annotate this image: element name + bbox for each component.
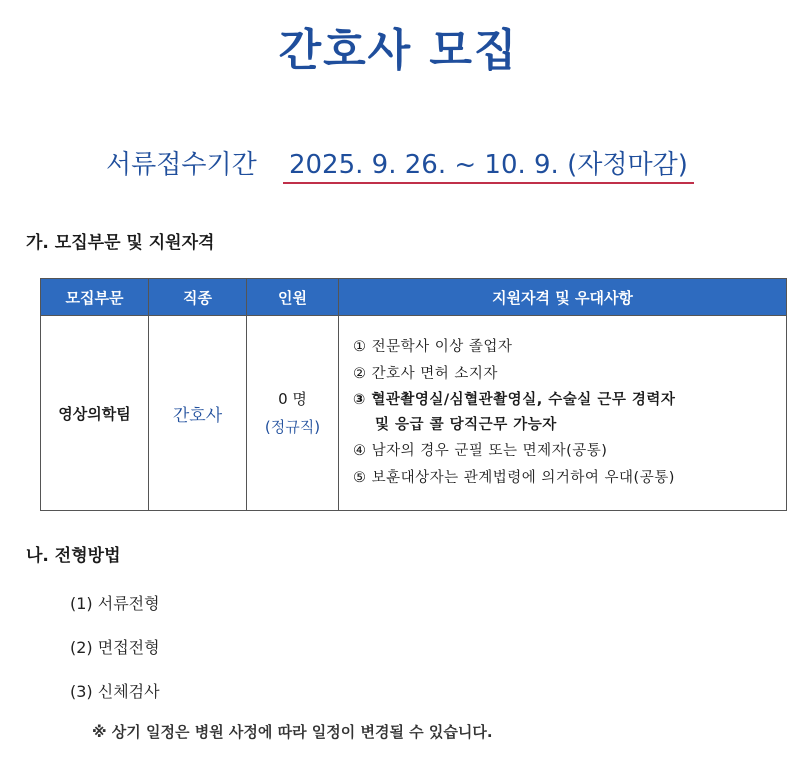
list-item: ⑤ 보훈대상자는 관계법령에 의거하여 우대(공통) xyxy=(353,470,675,486)
list-item: ④ 남자의 경우 군필 또는 면제자(공통) xyxy=(353,443,608,459)
header-qualifications: 지원자격 및 우대사항 xyxy=(339,279,787,316)
period-dates: 2025. 9. 26. ~ 10. 9. (자정마감) xyxy=(283,150,694,184)
table-row xyxy=(41,316,787,511)
header-department: 모집부문 xyxy=(41,279,149,316)
cell-count xyxy=(247,316,339,511)
list-item: 및 응급 콜 당직근무 가능자 xyxy=(375,417,557,433)
list-item: (2) 면접전형 xyxy=(70,638,160,657)
qualification-list xyxy=(353,334,776,492)
count-value: 0 명 xyxy=(278,390,307,408)
cell-qualifications xyxy=(339,316,787,511)
list-item: ③ 혈관촬영실/심혈관촬영실, 수술실 근무 경력자 xyxy=(353,392,676,408)
page-title: 간호사 모집 xyxy=(278,25,519,76)
schedule-notice: ※ 상기 일정은 병원 사정에 따라 일정이 변경될 수 있습니다. xyxy=(92,723,493,741)
table-header-row xyxy=(41,279,787,316)
section-heading-selection: 나. 전형방법 xyxy=(26,546,121,566)
list-item: (3) 신체검사 xyxy=(70,682,160,701)
header-count: 인원 xyxy=(247,279,339,316)
section-heading-recruitment: 가. 모집부문 및 지원자격 xyxy=(26,233,215,253)
recruitment-table xyxy=(40,278,787,511)
list-item: ① 전문학사 이상 졸업자 xyxy=(353,339,513,355)
header-job: 직종 xyxy=(149,279,247,316)
application-period xyxy=(106,144,694,181)
cell-job: 간호사 xyxy=(149,316,247,511)
count-type: (정규직) xyxy=(264,418,321,436)
period-label: 서류접수기간 xyxy=(106,150,257,180)
cell-department: 영상의학팀 xyxy=(41,316,149,511)
list-item: ② 간호사 면허 소지자 xyxy=(353,366,498,382)
list-item: (1) 서류전형 xyxy=(70,594,160,613)
